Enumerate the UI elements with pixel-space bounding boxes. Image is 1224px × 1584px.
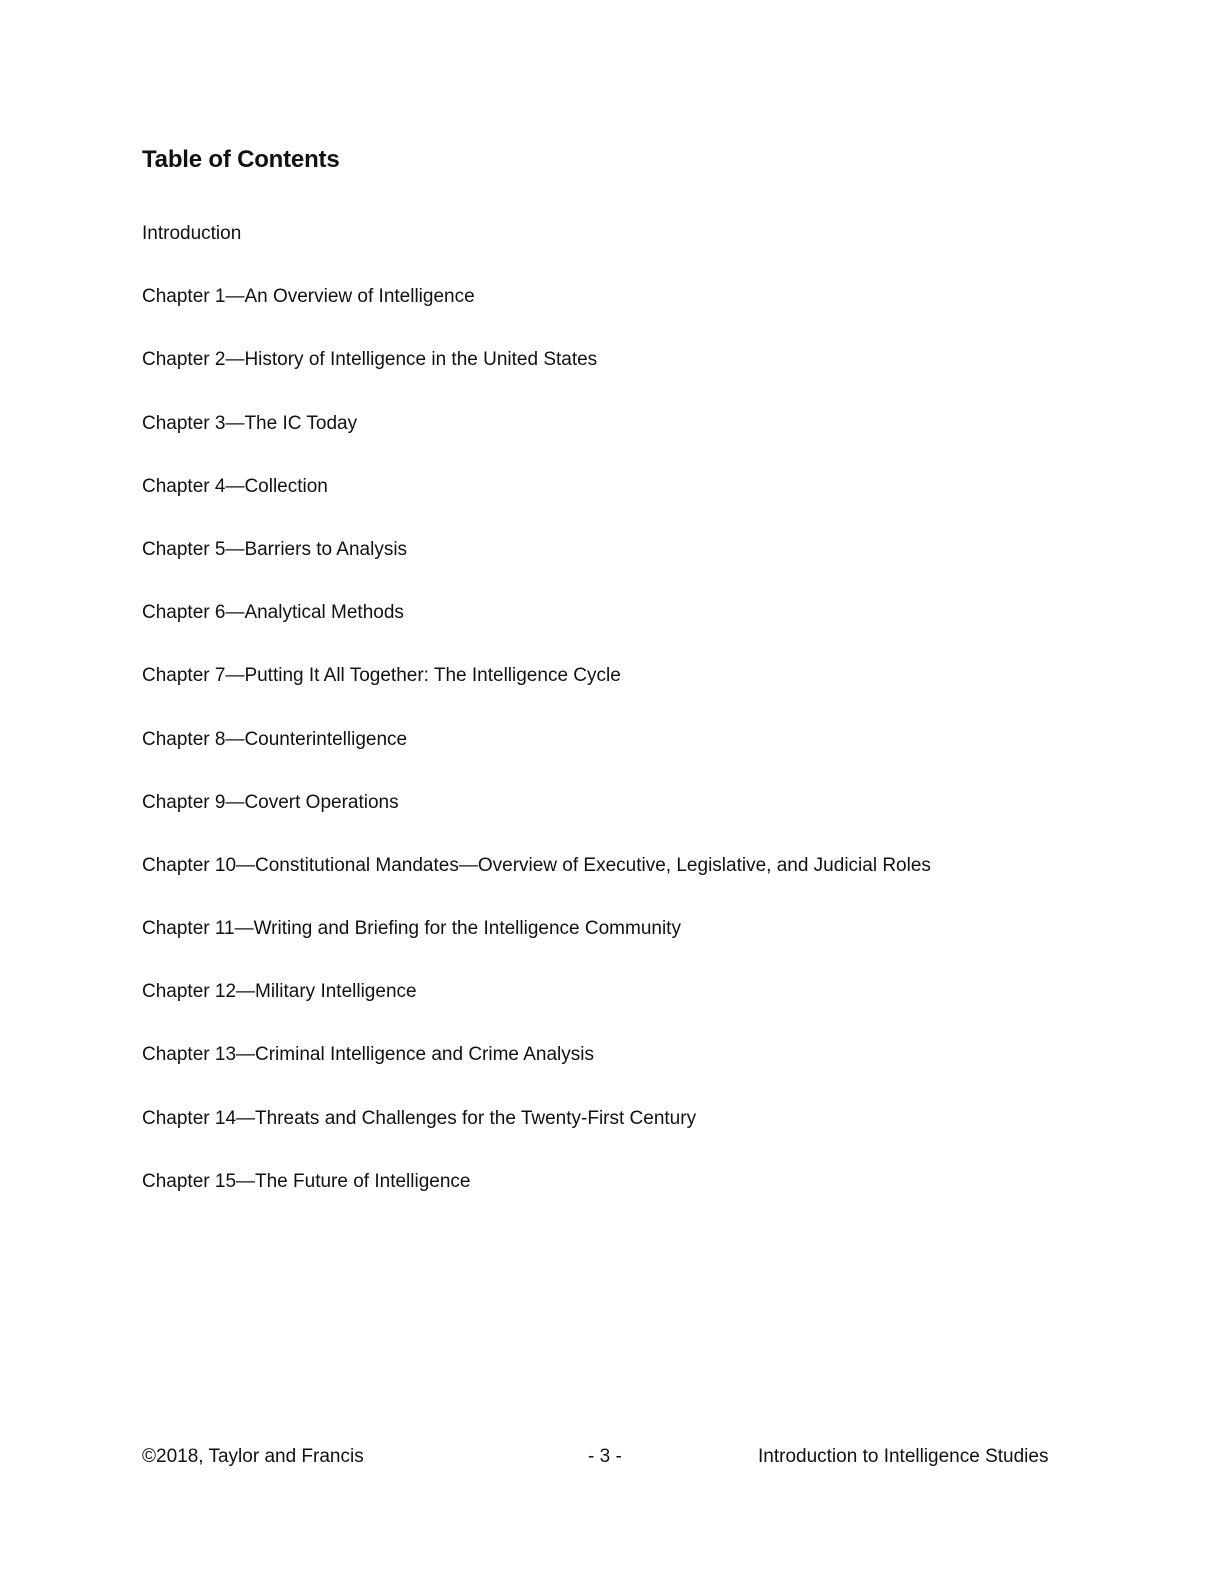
toc-entry-chapter-9: Chapter 9—Covert Operations — [142, 791, 399, 813]
toc-list — [142, 220, 931, 1231]
toc-entry-chapter-6: Chapter 6—Analytical Methods — [142, 602, 404, 624]
toc-entry-chapter-12: Chapter 12—Military Intelligence — [142, 981, 417, 1003]
toc-entry-chapter-11: Chapter 11—Writing and Briefing for the Intelligence Community — [142, 918, 681, 940]
toc-entry-chapter-2: Chapter 2—History of Intelligence in the United States — [142, 349, 598, 371]
toc-entry-chapter-3: Chapter 3—The IC Today — [142, 412, 358, 434]
footer-copyright: ©2018, Taylor and Francis — [142, 1446, 364, 1467]
toc-entry-chapter-5: Chapter 5—Barriers to Analysis — [142, 538, 408, 560]
toc-entry-chapter-8: Chapter 8—Counterintelligence — [142, 728, 408, 750]
toc-entry-chapter-14: Chapter 14—Threats and Challenges for the Twenty-First Century — [142, 1107, 697, 1129]
footer-page-number: - 3 - — [588, 1446, 622, 1467]
toc-entry-chapter-15: Chapter 15—The Future of Intelligence — [142, 1170, 471, 1192]
toc-entry-chapter-13: Chapter 13—Criminal Intelligence and Crime Analysis — [142, 1044, 594, 1066]
toc-entry-introduction: Introduction — [142, 223, 242, 244]
toc-entry-chapter-4: Chapter 4—Collection — [142, 475, 328, 497]
toc-entry-chapter-1: Chapter 1—An Overview of Intelligence — [142, 286, 475, 308]
page-title: Table of Contents — [142, 146, 340, 173]
footer-book-title: Introduction to Intelligence Studies — [758, 1446, 1049, 1467]
toc-entry-chapter-7: Chapter 7—Putting It All Together: The Intelligence Cycle — [142, 665, 621, 687]
toc-entry-chapter-10: Chapter 10—Constitutional Mandates—Overview of Executive, Legislative, and Judicial Roles — [142, 854, 931, 876]
